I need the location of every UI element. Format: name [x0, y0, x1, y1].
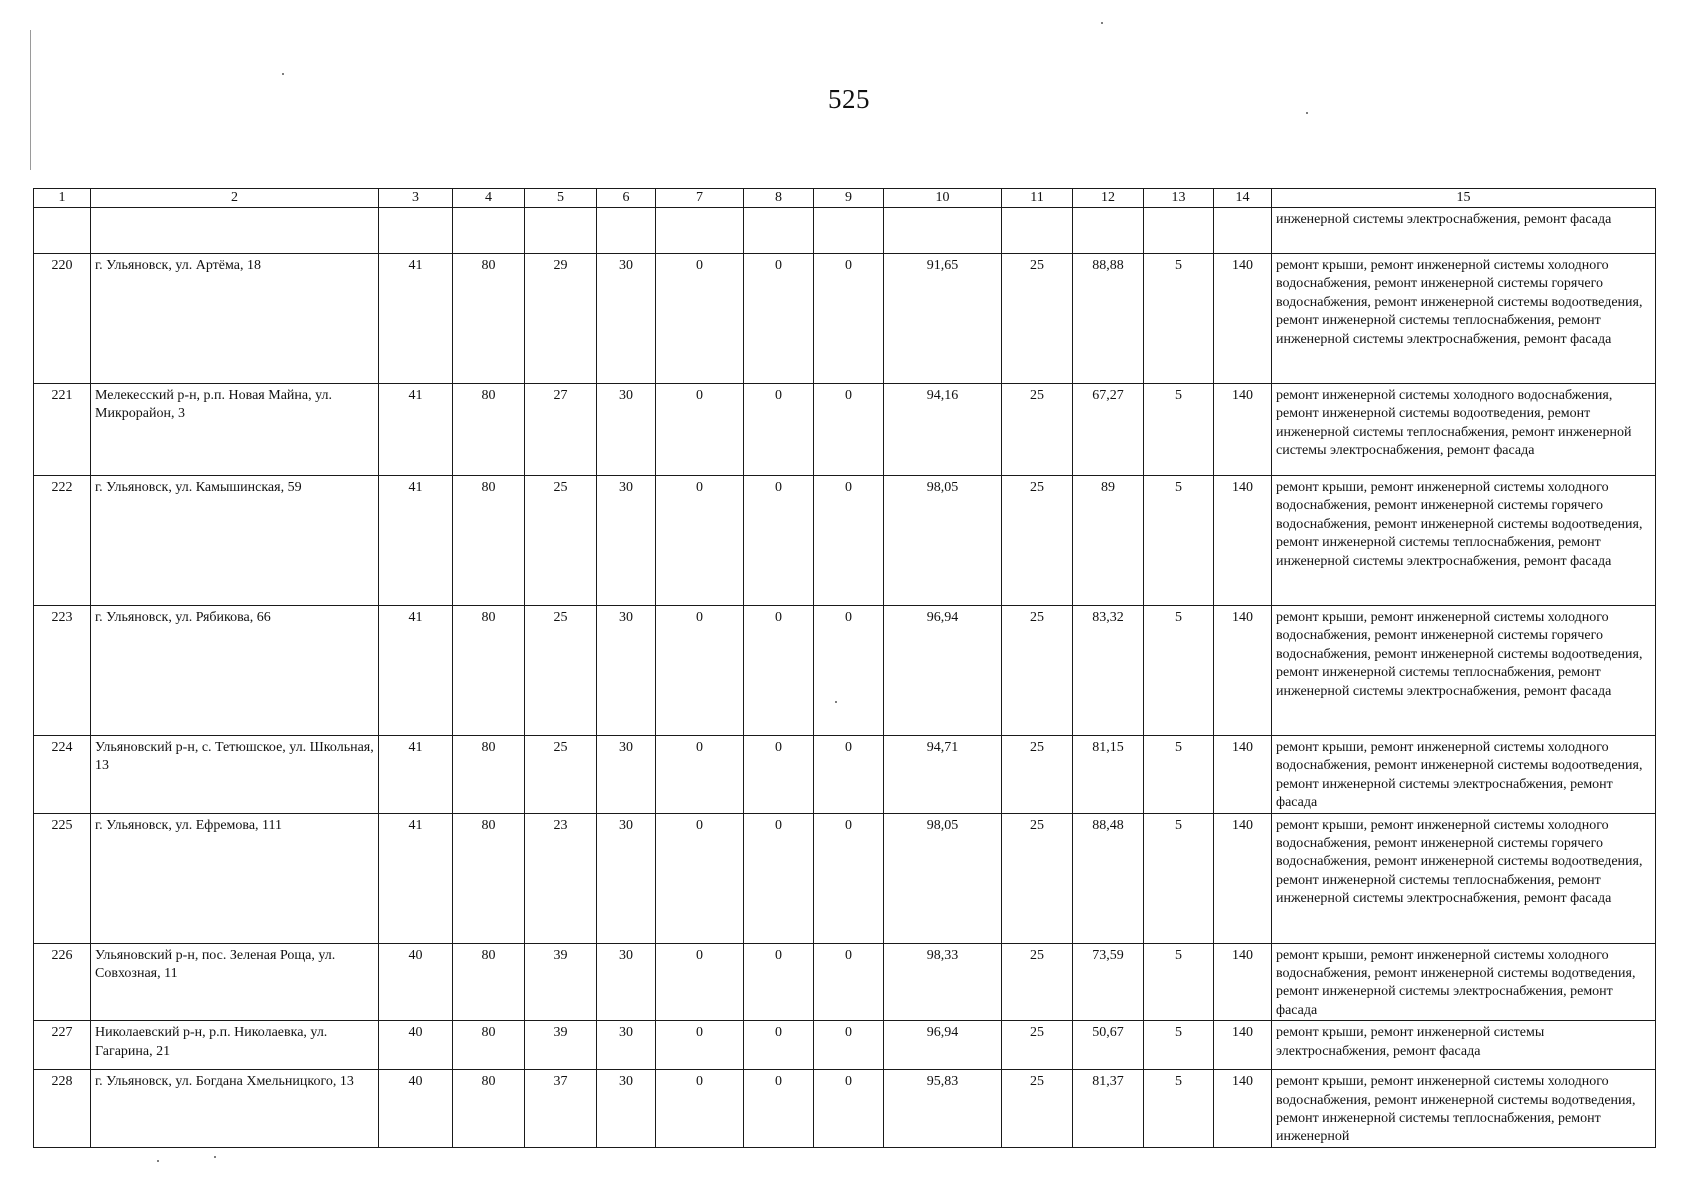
col-8: 0 — [744, 476, 814, 606]
col-3: 40 — [379, 943, 453, 1021]
works-list: ремонт инженерной системы холодного водоснабжения, ремонт инженерной системы водоотведения, ремонт инженерной системы теплоснабжения, ремонт инженерной системы электроснабжения, ремонт фасада — [1272, 384, 1656, 476]
row-number: 225 — [34, 813, 91, 943]
table-row — [34, 606, 1656, 736]
col-4: 80 — [453, 813, 525, 943]
table-row — [34, 1070, 1656, 1148]
col-13: 5 — [1144, 1070, 1214, 1148]
col-5: 29 — [525, 254, 597, 384]
column-header-11: 11 — [1002, 189, 1073, 208]
col-14: 140 — [1214, 813, 1272, 943]
col-4: 80 — [453, 1070, 525, 1148]
col-6: 30 — [597, 736, 656, 814]
col-4: 80 — [453, 606, 525, 736]
col-8: 0 — [744, 736, 814, 814]
works-list: ремонт крыши, ремонт инженерной системы холодного водоснабжения, ремонт инженерной системы горячего водоснабжения, ремонт инженерной системы водоотведения, ремонт инженерной системы теплоснабжения, ремонт инженерной системы электроснабжения, ремонт фасада — [1272, 476, 1656, 606]
col-5: 39 — [525, 1021, 597, 1070]
col-4: 80 — [453, 254, 525, 384]
col-10: 96,94 — [884, 606, 1002, 736]
col-12: 81,37 — [1073, 1070, 1144, 1148]
col-14: 140 — [1214, 384, 1272, 476]
col-12: 67,27 — [1073, 384, 1144, 476]
col-6: 30 — [597, 254, 656, 384]
table-body — [34, 189, 1656, 1148]
col-8: 0 — [744, 813, 814, 943]
scan-speck — [1101, 22, 1103, 24]
address: Мелекесский р-н, р.п. Новая Майна, ул. Микрорайон, 3 — [91, 384, 379, 476]
row-number: 227 — [34, 1021, 91, 1070]
col-11: 25 — [1002, 736, 1073, 814]
table-row — [34, 736, 1656, 814]
works-list: ремонт крыши, ремонт инженерной системы холодного водоснабжения, ремонт инженерной системы горячего водоснабжения, ремонт инженерной системы водоотведения, ремонт инженерной системы теплоснабжения, ремонт инженерной системы электроснабжения, ремонт фасада — [1272, 813, 1656, 943]
col-12: 88,88 — [1073, 254, 1144, 384]
col-4: 80 — [453, 476, 525, 606]
col-3: 41 — [379, 384, 453, 476]
col-14: 140 — [1214, 606, 1272, 736]
table-row — [34, 254, 1656, 384]
works-list: ремонт крыши, ремонт инженерной системы холодного водоснабжения, ремонт инженерной системы водоотведения, ремонт инженерной системы электроснабжения, ремонт фасада — [1272, 736, 1656, 814]
col-11: 25 — [1002, 943, 1073, 1021]
col-3: 40 — [379, 1021, 453, 1070]
col-13: 5 — [1144, 384, 1214, 476]
col-9: 0 — [814, 736, 884, 814]
row-number: 223 — [34, 606, 91, 736]
scan-speck — [214, 1156, 216, 1158]
col-5: 27 — [525, 384, 597, 476]
col-13: 5 — [1144, 476, 1214, 606]
address: г. Ульяновск, ул. Богдана Хмельницкого, 13 — [91, 1070, 379, 1148]
column-header-3: 3 — [379, 189, 453, 208]
col-11: 25 — [1002, 254, 1073, 384]
row-number: 224 — [34, 736, 91, 814]
table-row — [34, 813, 1656, 943]
row-number: 221 — [34, 384, 91, 476]
col-11: 25 — [1002, 606, 1073, 736]
col-5: 39 — [525, 943, 597, 1021]
scan-speck — [157, 1160, 159, 1162]
col-13: 5 — [1144, 736, 1214, 814]
col-4: 80 — [453, 943, 525, 1021]
col-10: 98,05 — [884, 476, 1002, 606]
col-14: 140 — [1214, 943, 1272, 1021]
address: г. Ульяновск, ул. Рябикова, 66 — [91, 606, 379, 736]
col-13: 5 — [1144, 1021, 1214, 1070]
col-11: 25 — [1002, 384, 1073, 476]
col-12: 81,15 — [1073, 736, 1144, 814]
col-6: 30 — [597, 943, 656, 1021]
col-10: 95,83 — [884, 1070, 1002, 1148]
scan-speck — [835, 701, 837, 703]
page-number: 525 — [828, 84, 870, 114]
column-header-4: 4 — [453, 189, 525, 208]
table-row — [34, 476, 1656, 606]
column-header-1: 1 — [34, 189, 91, 208]
continuation-row — [34, 208, 1656, 254]
col-5: 23 — [525, 813, 597, 943]
col-6: 30 — [597, 606, 656, 736]
col-11: 25 — [1002, 476, 1073, 606]
col-9: 0 — [814, 1070, 884, 1148]
column-header-8: 8 — [744, 189, 814, 208]
col-7: 0 — [656, 476, 744, 606]
continuation-works: инженерной системы электроснабжения, ремонт фасада — [1272, 208, 1656, 254]
col-12: 50,67 — [1073, 1021, 1144, 1070]
col-3: 41 — [379, 254, 453, 384]
address: Николаевский р-н, р.п. Николаевка, ул. Гагарина, 21 — [91, 1021, 379, 1070]
col-5: 25 — [525, 476, 597, 606]
column-header-10: 10 — [884, 189, 1002, 208]
col-11: 25 — [1002, 813, 1073, 943]
column-header-12: 12 — [1073, 189, 1144, 208]
col-14: 140 — [1214, 736, 1272, 814]
col-6: 30 — [597, 813, 656, 943]
col-7: 0 — [656, 1021, 744, 1070]
column-header-14: 14 — [1214, 189, 1272, 208]
address: г. Ульяновск, ул. Ефремова, 111 — [91, 813, 379, 943]
col-10: 98,33 — [884, 943, 1002, 1021]
column-number-row — [34, 189, 1656, 208]
row-number: 226 — [34, 943, 91, 1021]
col-6: 30 — [597, 476, 656, 606]
col-12: 73,59 — [1073, 943, 1144, 1021]
col-8: 0 — [744, 1021, 814, 1070]
row-number: 228 — [34, 1070, 91, 1148]
column-header-2: 2 — [91, 189, 379, 208]
column-header-7: 7 — [656, 189, 744, 208]
scan-speck — [1306, 112, 1308, 114]
col-10: 94,16 — [884, 384, 1002, 476]
col-8: 0 — [744, 384, 814, 476]
col-5: 25 — [525, 606, 597, 736]
column-header-13: 13 — [1144, 189, 1214, 208]
col-6: 30 — [597, 1021, 656, 1070]
col-8: 0 — [744, 606, 814, 736]
col-11: 25 — [1002, 1070, 1073, 1148]
col-8: 0 — [744, 254, 814, 384]
col-5: 25 — [525, 736, 597, 814]
table-row — [34, 943, 1656, 1021]
column-header-6: 6 — [597, 189, 656, 208]
col-13: 5 — [1144, 813, 1214, 943]
col-12: 89 — [1073, 476, 1144, 606]
col-6: 30 — [597, 1070, 656, 1148]
col-14: 140 — [1214, 1021, 1272, 1070]
col-3: 40 — [379, 1070, 453, 1148]
col-3: 41 — [379, 476, 453, 606]
works-list: ремонт крыши, ремонт инженерной системы холодного водоснабжения, ремонт инженерной системы горячего водоснабжения, ремонт инженерной системы водоотведения, ремонт инженерной системы теплоснабжения, ремонт инженерной системы электроснабжения, ремонт фасада — [1272, 606, 1656, 736]
row-number: 222 — [34, 476, 91, 606]
col-11: 25 — [1002, 1021, 1073, 1070]
col-3: 41 — [379, 606, 453, 736]
col-4: 80 — [453, 384, 525, 476]
table-row — [34, 1021, 1656, 1070]
works-list: ремонт крыши, ремонт инженерной системы холодного водоснабжения, ремонт инженерной системы водотведения, ремонт инженерной системы теплоснабжения, ремонт инженерной — [1272, 1070, 1656, 1148]
col-7: 0 — [656, 943, 744, 1021]
col-7: 0 — [656, 813, 744, 943]
row-number: 220 — [34, 254, 91, 384]
col-14: 140 — [1214, 254, 1272, 384]
col-13: 5 — [1144, 254, 1214, 384]
col-10: 94,71 — [884, 736, 1002, 814]
col-9: 0 — [814, 476, 884, 606]
col-3: 41 — [379, 813, 453, 943]
works-list: ремонт крыши, ремонт инженерной системы холодного водоснабжения, ремонт инженерной системы горячего водоснабжения, ремонт инженерной системы водоотведения, ремонт инженерной системы теплоснабжения, ремонт инженерной системы электроснабжения, ремонт фасада — [1272, 254, 1656, 384]
column-header-15: 15 — [1272, 189, 1656, 208]
col-10: 96,94 — [884, 1021, 1002, 1070]
col-7: 0 — [656, 384, 744, 476]
col-14: 140 — [1214, 1070, 1272, 1148]
col-7: 0 — [656, 736, 744, 814]
address: г. Ульяновск, ул. Камышинская, 59 — [91, 476, 379, 606]
col-4: 80 — [453, 736, 525, 814]
col-6: 30 — [597, 384, 656, 476]
col-7: 0 — [656, 1070, 744, 1148]
col-9: 0 — [814, 254, 884, 384]
col-9: 0 — [814, 384, 884, 476]
col-12: 88,48 — [1073, 813, 1144, 943]
column-header-9: 9 — [814, 189, 884, 208]
col-13: 5 — [1144, 943, 1214, 1021]
col-10: 91,65 — [884, 254, 1002, 384]
address: г. Ульяновск, ул. Артёма, 18 — [91, 254, 379, 384]
col-9: 0 — [814, 606, 884, 736]
col-12: 83,32 — [1073, 606, 1144, 736]
col-8: 0 — [744, 1070, 814, 1148]
col-10: 98,05 — [884, 813, 1002, 943]
address: Ульяновский р-н, пос. Зеленая Роща, ул. Совхозная, 11 — [91, 943, 379, 1021]
col-7: 0 — [656, 254, 744, 384]
scan-speck — [282, 73, 284, 75]
col-7: 0 — [656, 606, 744, 736]
col-9: 0 — [814, 813, 884, 943]
col-8: 0 — [744, 943, 814, 1021]
col-4: 80 — [453, 1021, 525, 1070]
column-header-5: 5 — [525, 189, 597, 208]
table-row — [34, 384, 1656, 476]
repair-schedule-table — [33, 188, 1656, 1148]
works-list: ремонт крыши, ремонт инженерной системы холодного водоснабжения, ремонт инженерной системы водотведения, ремонт инженерной системы электроснабжения, ремонт фасада — [1272, 943, 1656, 1021]
col-5: 37 — [525, 1070, 597, 1148]
col-3: 41 — [379, 736, 453, 814]
col-13: 5 — [1144, 606, 1214, 736]
col-14: 140 — [1214, 476, 1272, 606]
works-list: ремонт крыши, ремонт инженерной системы электроснабжения, ремонт фасада — [1272, 1021, 1656, 1070]
col-9: 0 — [814, 943, 884, 1021]
address: Ульяновский р-н, с. Тетюшское, ул. Школьная, 13 — [91, 736, 379, 814]
col-9: 0 — [814, 1021, 884, 1070]
